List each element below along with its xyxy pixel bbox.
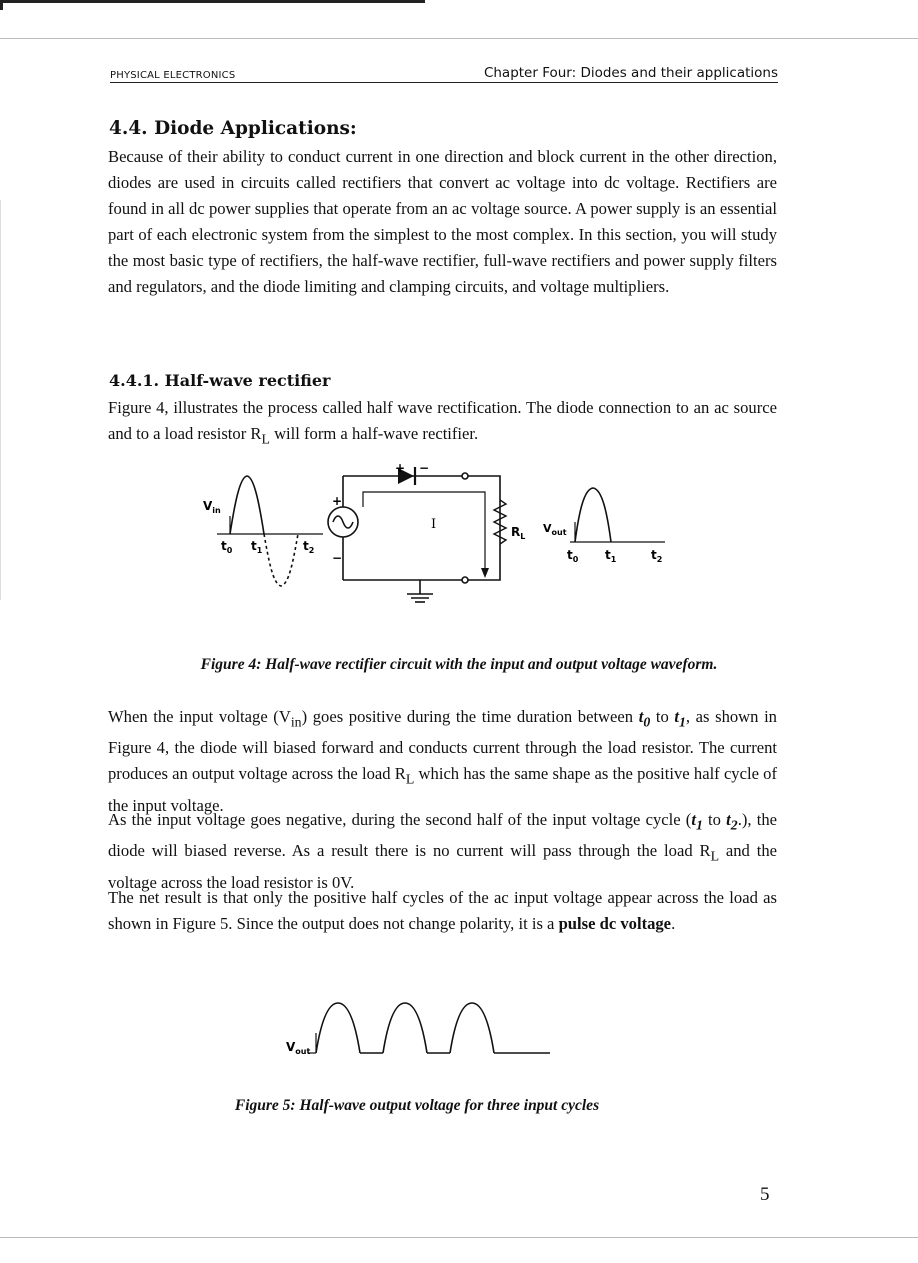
intro-text-b: will form a half-wave rectifier.	[269, 424, 479, 443]
vout-label: $V_{out}$	[543, 522, 567, 537]
intro-text-a: Figure 4, illustrates the process called half wave rectification. The diode connection to an ac source and to a load resistor R	[108, 398, 777, 443]
vout-label-fig5: $V_{out}$	[286, 1040, 311, 1056]
header-chapter-title: Chapter Four: Diodes and their applications	[483, 65, 778, 81]
left-scan-edge	[0, 200, 1, 600]
t0-label-output: $t_0$	[567, 548, 579, 564]
input-waveform	[217, 476, 323, 586]
top-rule	[0, 38, 918, 39]
scan-edge-mark-vertical	[0, 0, 3, 10]
pulse-train	[308, 1003, 550, 1053]
intro-subscript: L	[261, 431, 270, 447]
scan-edge-mark	[0, 0, 425, 3]
t2-label-input: $t_2$	[303, 539, 315, 555]
figure-4-caption: Figure 4: Half-wave rectifier circuit with the input and output voltage waveform.	[200, 656, 718, 673]
current-label: I	[431, 517, 437, 532]
section-title: 4.4. Diode Applications:	[109, 118, 357, 139]
rectifier-circuit	[328, 473, 506, 602]
subsection-intro	[108, 395, 777, 452]
figure-5-caption: Figure 5: Half-wave output voltage for three input cycles	[234, 1097, 600, 1114]
section-paragraph: Because of their ability to conduct current in one direction and block current in the other direction, diodes are used in circuits called rectifiers that convert ac voltage into dc voltage. Rectifiers are found in all dc power supplies that operate from an ac voltage source. A power supply is an essential part of each electronic system from the simplest to the most complex. In this section, you will study the most basic type of rectifiers, the half-wave rectifier, full-wave rectifiers and power supply filters and regulators, and the diode limiting and clamping circuits, and voltage multipliers.	[108, 147, 777, 296]
running-header	[110, 62, 778, 83]
vin-label: $V_{in}$	[203, 499, 221, 515]
output-waveform	[570, 488, 665, 542]
source-minus: −	[332, 551, 343, 565]
diode-minus: −	[419, 462, 430, 475]
figure-4-circuit	[195, 462, 685, 612]
diode-plus: +	[395, 462, 406, 475]
paragraph-reverse-bias: As the input voltage goes negative, during the second half of the input voltage cycle ($t_1$ to $t_2$.), the diode will biased reverse. As a result there is no current will pass through the load $R_L$ and the voltage across the load resistor is 0V.	[108, 810, 777, 892]
t1-label-input: $t_1$	[251, 539, 263, 555]
page-number: 5	[760, 1184, 770, 1205]
header-course-title: PHYSICAL ELECTRONICS	[110, 70, 236, 81]
figure-5-output	[280, 995, 560, 1065]
paragraph-forward-bias: When the input voltage $(V_{in})$ goes positive during the time duration between $t_0$ to $t_1$, as shown in Figure 4, the diode will biased forward and conducts current through the load resistor. The current produces an output voltage across the load $R_L$ which has the same shape as the positive half cycle of the input voltage.	[108, 707, 778, 815]
t0-label-input: $t_0$	[221, 539, 233, 555]
bottom-rule	[0, 1237, 918, 1238]
t2-label-output: $t_2$	[651, 548, 663, 564]
t1-label-output: $t_1$	[605, 548, 617, 564]
current-arrow-head	[481, 568, 489, 578]
subsection-title: 4.4.1. Half-wave rectifier	[109, 371, 331, 390]
rl-label: $R_L$	[511, 525, 526, 541]
paragraph-net-result: The net result is that only the positive half cycles of the ac input voltage appear across the load as shown in Figure 5. Since the output does not change polarity, it is a pulse dc voltage.	[108, 888, 777, 933]
source-plus: +	[332, 494, 343, 508]
